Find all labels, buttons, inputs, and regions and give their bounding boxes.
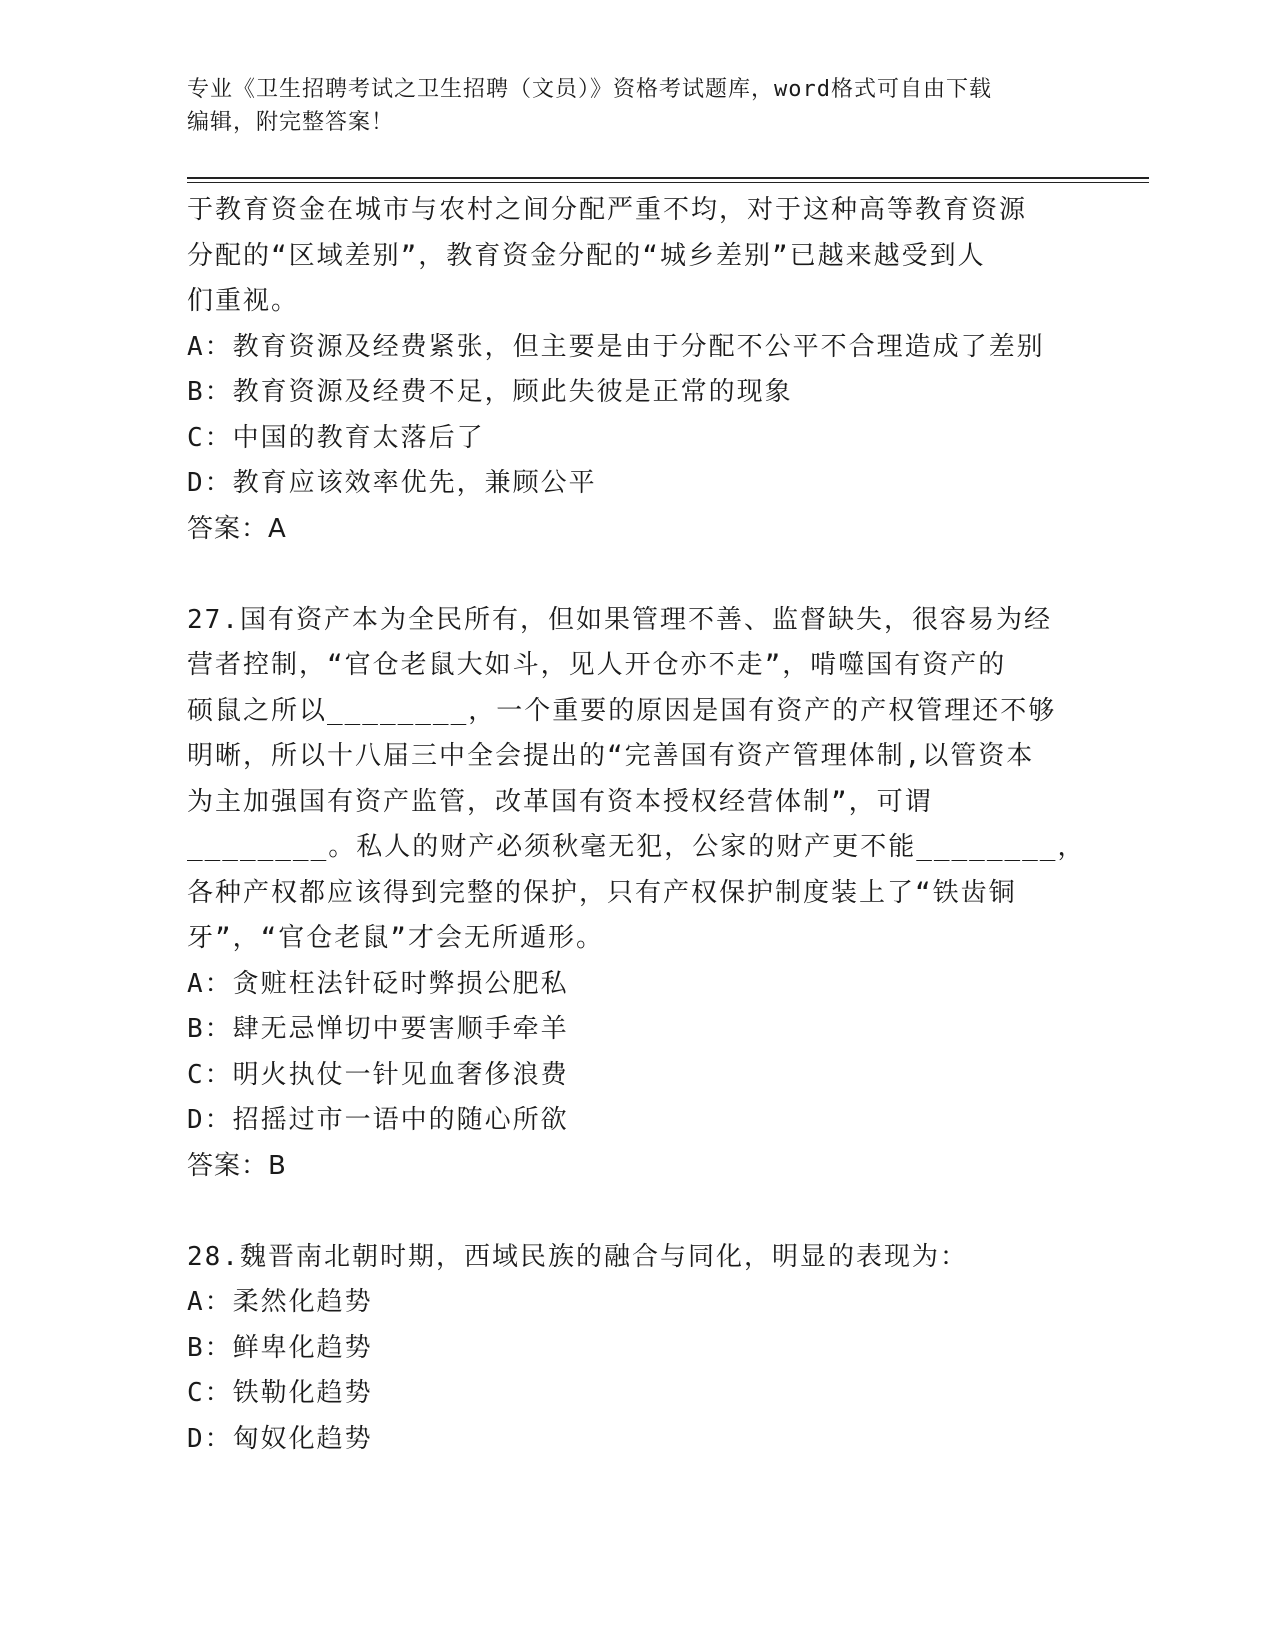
- question-stem-line: ________。私人的财产必须秋毫无犯，公家的财产更不能________，: [187, 832, 1086, 862]
- document-header: [187, 73, 1087, 139]
- option-d: D：教育应该效率优先，兼顾公平: [187, 468, 597, 498]
- option-c: C：中国的教育太落后了: [187, 422, 485, 453]
- question-stem-line: 们重视。: [187, 286, 300, 316]
- header-line-2: 编辑，附完整答案！: [187, 110, 395, 135]
- option-a: A：贪赃枉法针砭时弊损公肥私: [187, 968, 569, 999]
- question-stem-line: 牙”，“官仓老鼠”才会无所遁形。: [187, 923, 604, 953]
- answer: 答案：B: [187, 1150, 287, 1181]
- question-stem-line: 27.国有资产本为全民所有，但如果管理不善、监督缺失，很容易为经: [187, 604, 1052, 635]
- question-stem-line: 于教育资金在城市与农村之间分配严重不均，对于这种高等教育资源: [187, 195, 1028, 225]
- option-d: D：匈奴化趋势: [187, 1423, 373, 1454]
- option-c: C：铁勒化趋势: [187, 1378, 373, 1408]
- header-line-1: 专业《卫生招聘考试之卫生招聘（文员）》资格考试题库，word格式可自由下载: [187, 77, 992, 102]
- option-d: D：招摇过市一语中的随心所欲: [187, 1105, 569, 1135]
- answer: 答案：A: [187, 513, 287, 544]
- option-b: B：教育资源及经费不足，顾此失彼是正常的现象: [187, 377, 793, 407]
- option-b: B：鲜卑化趋势: [187, 1332, 373, 1363]
- document-body: [187, 188, 1087, 1462]
- header-rule-thin: [187, 182, 1149, 183]
- question-stem-line: 各种产权都应该得到完整的保护，只有产权保护制度装上了“铁齿铜: [187, 877, 1017, 908]
- question-stem-line: 明晰，所以十八届三中全会提出的“完善国有资产管理体制,以管资本: [187, 741, 1035, 771]
- spacer: [187, 1189, 1087, 1235]
- option-b: B：肆无忌惮切中要害顺手牵羊: [187, 1014, 569, 1044]
- question-26: [187, 188, 1087, 552]
- spacer: [187, 552, 1087, 598]
- option-c: C：明火执仗一针见血奢侈浪费: [187, 1059, 569, 1090]
- option-a: A：柔然化趋势: [187, 1287, 373, 1317]
- question-27: [187, 598, 1087, 1190]
- question-stem-line: 28.魏晋南北朝时期，西域民族的融合与同化，明显的表现为：: [187, 1241, 968, 1272]
- option-a: A：教育资源及经费紧张，但主要是由于分配不公平不合理造成了差别: [187, 331, 1045, 362]
- question-stem-line: 硕鼠之所以________，一个重要的原因是国有资产的产权管理还不够: [187, 695, 1057, 726]
- question-stem-line: 营者控制，“官仓老鼠大如斗，见人开仓亦不走”，啃噬国有资产的: [187, 650, 1007, 680]
- header-rule-thick: [187, 177, 1149, 179]
- question-28: [187, 1235, 1087, 1463]
- question-stem-line: 分配的“区域差别”，教育资金分配的“城乡差别”已越来越受到人: [187, 240, 986, 271]
- question-stem-line: 为主加强国有资产监管，改革国有资本授权经营体制”，可谓: [187, 786, 933, 817]
